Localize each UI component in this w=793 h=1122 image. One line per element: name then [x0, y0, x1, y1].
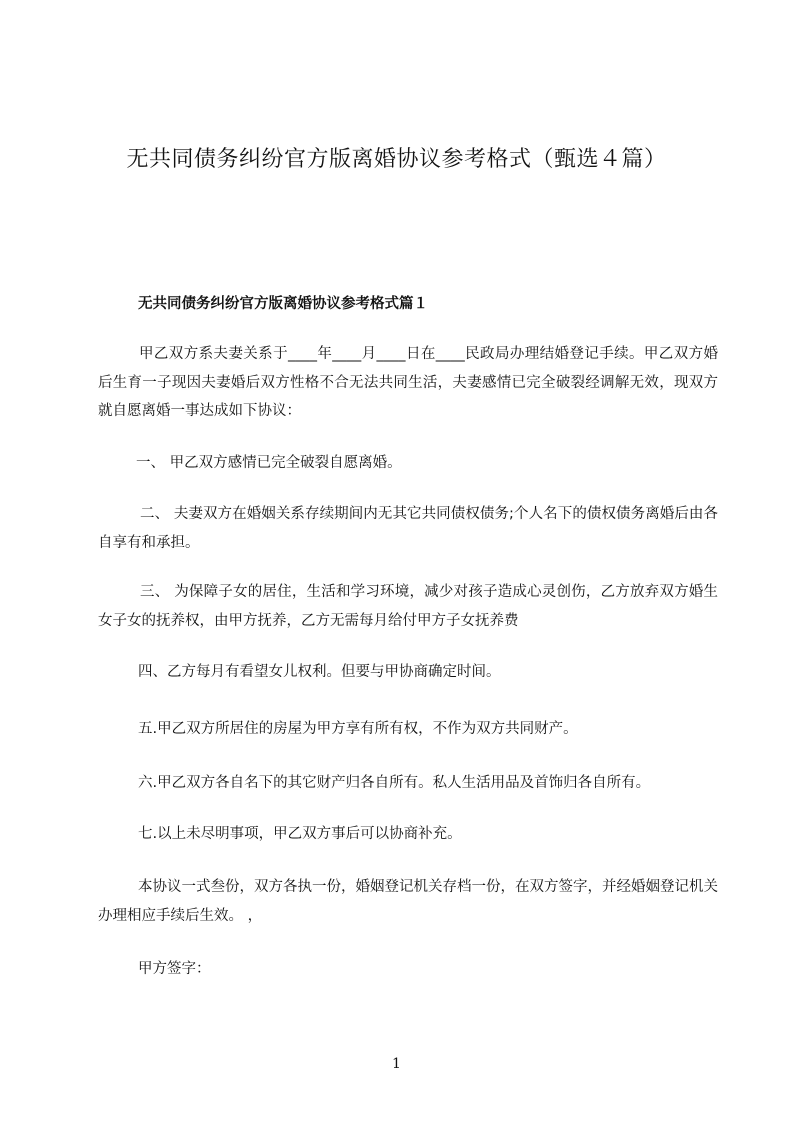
paragraph-clause-4: 四、乙方每月有看望女儿权利。但要与甲协商确定时间。: [138, 664, 501, 680]
paragraph-clause-3: 三、 为保障子女的居住，生活和学习环境，减少对孩子造成心灵创伤，乙方放弃双方婚生女子女的抚养权，由甲方抚养，乙方无需每月给付甲方子女抚养费: [98, 584, 718, 629]
paragraph-clause-2: 二、 夫妻双方在婚姻关系存续期间内无其它共同债权债务;个人名下的债权债务离婚后由各自享有和承担。: [98, 506, 718, 551]
paragraph-clause-6: 六.甲乙双方各自名下的其它财产归各自所有。私人生活用品及首饰归各自所有。: [138, 775, 651, 791]
signature-line-party-a: 甲方签字：: [138, 961, 211, 977]
paragraph-intro: 甲乙双方系夫妻关系于____年____月____日在____民政局办理结婚登记手续。甲乙双方婚后生育一子现因夫妻婚后双方性格不合无法共同生活，夫妻感情已完全破裂经调解无效，现双方就自愿离婚一事达成如下协议：: [98, 346, 718, 419]
document-title: 无共同债务纠纷官方版离婚协议参考格式（甄选４篇）: [126, 147, 667, 172]
paragraph-effect: 本协议一式叁份，双方各执一份，婚姻登记机关存档一份，在双方签字，并经婚姻登记机关办理相应手续后生效。 ，: [98, 879, 718, 924]
paragraph-clause-5: 五.甲乙双方所居住的房屋为甲方享有所有权，不作为双方共同财产。: [138, 721, 578, 737]
paragraph-clause-1: 一、 甲乙双方感情已完全破裂自愿离婚。: [136, 455, 402, 471]
page-number: 1: [392, 1056, 401, 1072]
paragraph-clause-7: 七.以上未尽明事项，甲乙双方事后可以协商补充。: [138, 826, 462, 842]
section-heading: 无共同债务纠纷官方版离婚协议参考格式篇１: [138, 296, 428, 312]
